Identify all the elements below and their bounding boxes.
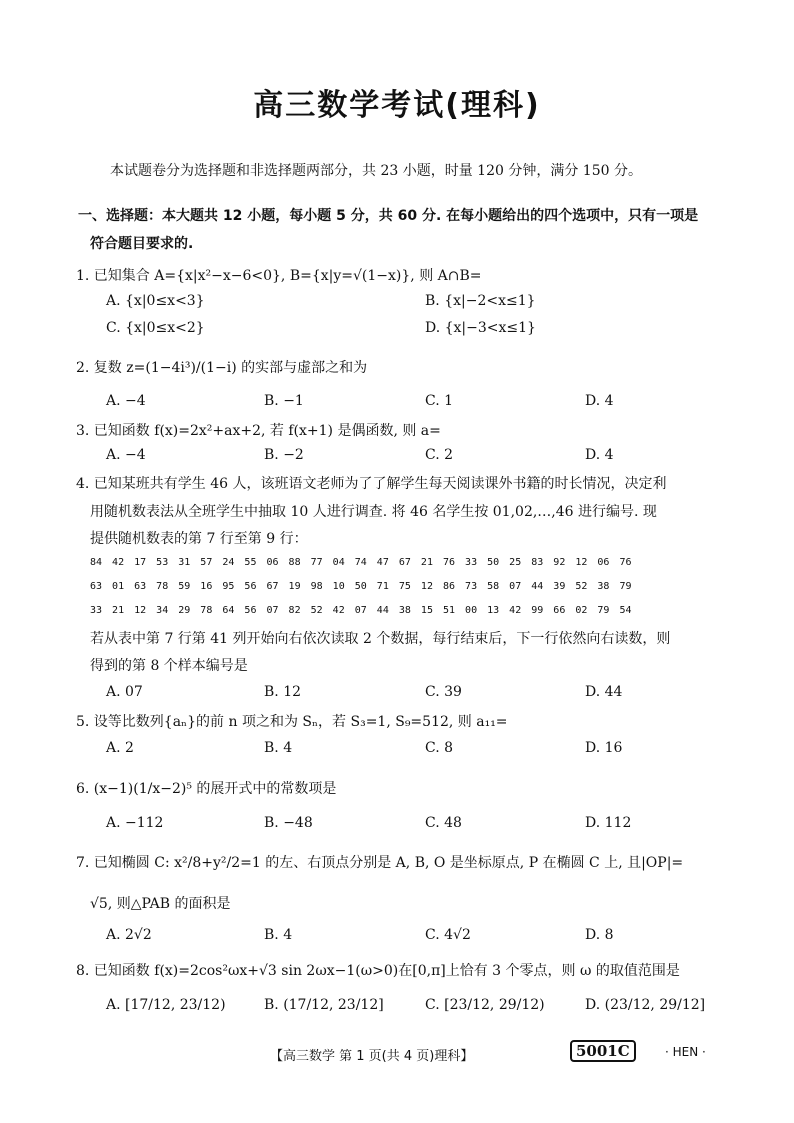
question-1-stem: 1. 已知集合 A={x|x²−x−6<0}, B={x|y=√(1−x)}, 则 A∩B= (76, 268, 482, 284)
q4-option-b: B. 12 (264, 684, 302, 700)
q8-option-b: B. (17/12, 23/12] (264, 997, 384, 1013)
q6-option-b: B. −48 (264, 815, 313, 831)
question-4-line4: 若从表中第 7 行第 41 列开始向右依次读取 2 个数据，每行结束后，下一行依然向右读数，则 (90, 631, 671, 647)
page-title: 高三数学考试(理科) (253, 88, 541, 123)
q3-option-a: A. −4 (106, 447, 146, 463)
region-tag: · HEN · (665, 1045, 706, 1059)
q1-option-b: B. {x|−2<x≤1} (425, 293, 536, 309)
question-2-stem: 2. 复数 z=(1−4i³)/(1−i) 的实部与虚部之和为 (76, 360, 368, 376)
q5-option-c: C. 8 (425, 740, 454, 756)
question-4-line2: 用随机数表法从全班学生中抽取 10 人进行调查. 将 46 名学生按 01,02,…,46 进行编号. 现 (90, 504, 657, 520)
q1-option-c: C. {x|0≤x<2} (106, 320, 205, 336)
q6-option-c: C. 48 (425, 815, 462, 831)
q1-option-a: A. {x|0≤x<3} (106, 293, 205, 309)
question-4-line1: 4. 已知某班共有学生 46 人，该班语文老师为了了解学生每天阅读课外书籍的时长情况，决定利 (76, 476, 667, 492)
page-footer: 【高三数学 第 1 页(共 4 页)理科】 (270, 1049, 474, 1064)
question-8-stem: 8. 已知函数 f(x)=2cos²ωx+√3 sin 2ωx−1(ω>0)在[0,π]上恰有 3 个零点，则 ω 的取值范围是 (76, 963, 680, 979)
q4-option-d: D. 44 (585, 684, 623, 700)
section-heading-line1: 一、选择题：本大题共 12 小题，每小题 5 分，共 60 分. 在每小题给出的四个选项中，只有一项是 (78, 208, 699, 224)
section-heading-line2: 符合题目要求的. (90, 236, 194, 252)
question-5-stem: 5. 设等比数列{aₙ}的前 n 项之和为 Sₙ，若 S₃=1, S₉=512, 则 a₁₁= (76, 714, 508, 730)
random-table-row-7: 84 42 17 53 31 57 24 55 06 88 77 04 74 47 67 21 76 33 50 25 83 92 12 06 76 (90, 557, 632, 568)
q6-option-d: D. 112 (585, 815, 632, 831)
question-7-line2: √5, 则△PAB 的面积是 (90, 896, 231, 912)
q2-option-b: B. −1 (264, 393, 304, 409)
q4-option-a: A. 07 (106, 684, 143, 700)
exam-instructions: 本试题卷分为选择题和非选择题两部分，共 23 小题，时量 120 分钟，满分 150 分。 (110, 163, 642, 179)
q4-option-c: C. 39 (425, 684, 462, 700)
q3-option-d: D. 4 (585, 447, 614, 463)
exam-code-badge: 5001C (570, 1040, 636, 1062)
question-7-line1: 7. 已知椭圆 C: x²/8+y²/2=1 的左、右顶点分别是 A, B, O 是坐标原点, P 在椭圆 C 上, 且|OP|= (76, 855, 684, 871)
question-3-stem: 3. 已知函数 f(x)=2x²+ax+2, 若 f(x+1) 是偶函数, 则 a= (76, 423, 441, 439)
q3-option-b: B. −2 (264, 447, 304, 463)
q8-option-a: A. [17/12, 23/12) (106, 997, 226, 1013)
question-6-stem: 6. (x−1)(1/x−2)⁵ 的展开式中的常数项是 (76, 781, 337, 797)
random-table-row-9: 33 21 12 34 29 78 64 56 07 82 52 42 07 44 38 15 51 00 13 42 99 66 02 79 54 (90, 605, 632, 616)
q8-option-d: D. (23/12, 29/12] (585, 997, 706, 1013)
q7-option-a: A. 2√2 (106, 927, 152, 943)
q5-option-d: D. 16 (585, 740, 623, 756)
q7-option-b: B. 4 (264, 927, 293, 943)
question-4-line3: 提供随机数表的第 7 行至第 9 行： (90, 531, 308, 547)
q1-option-d: D. {x|−3<x≤1} (425, 320, 536, 336)
q5-option-b: B. 4 (264, 740, 293, 756)
q5-option-a: A. 2 (106, 740, 134, 756)
q7-option-c: C. 4√2 (425, 927, 471, 943)
q2-option-c: C. 1 (425, 393, 454, 409)
q8-option-c: C. [23/12, 29/12) (425, 997, 545, 1013)
q6-option-a: A. −112 (106, 815, 164, 831)
q3-option-c: C. 2 (425, 447, 454, 463)
random-table-row-8: 63 01 63 78 59 16 95 56 67 19 98 10 50 71 75 12 86 73 58 07 44 39 52 38 79 (90, 581, 632, 592)
q2-option-a: A. −4 (106, 393, 146, 409)
question-4-line5: 得到的第 8 个样本编号是 (90, 658, 248, 674)
q7-option-d: D. 8 (585, 927, 614, 943)
q2-option-d: D. 4 (585, 393, 614, 409)
